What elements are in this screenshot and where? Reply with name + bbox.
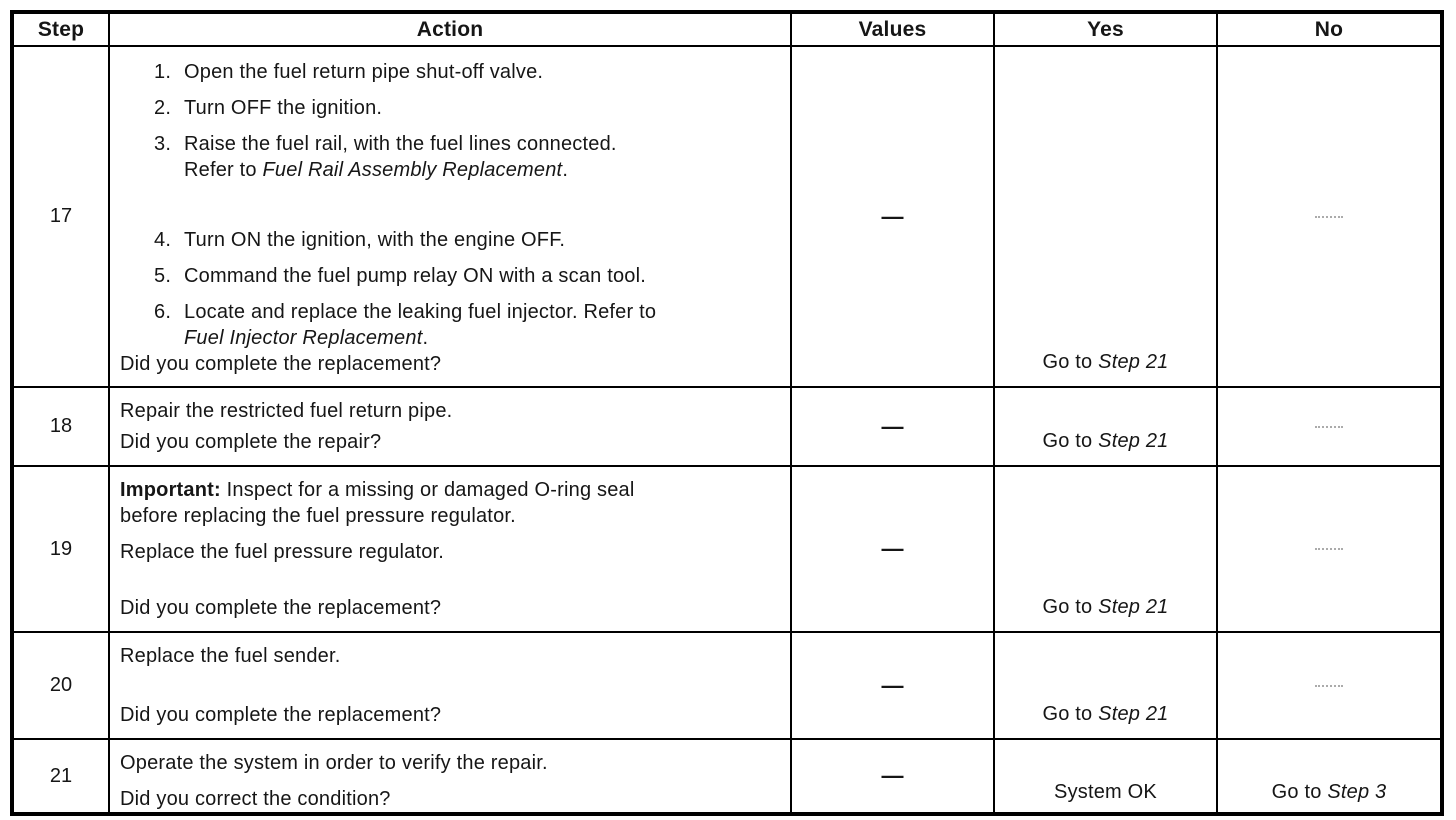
header-yes-label: Yes	[1087, 17, 1124, 41]
faint-dash-artifact	[1315, 548, 1343, 550]
faint-dash-artifact	[1315, 426, 1343, 428]
action-cell-18	[110, 388, 792, 467]
step-reference: Step 21	[1098, 703, 1169, 725]
values-cell-17	[792, 47, 995, 388]
yes-cell-21	[995, 740, 1218, 812]
action-text: Operate the system in order to verify the repair.	[120, 752, 548, 774]
em-dash: —	[881, 413, 904, 439]
manual-reference: Fuel Rail Assembly Replacement	[262, 159, 563, 181]
system-ok-text: System OK	[1054, 781, 1157, 803]
question-text: Did you complete the repair?	[120, 431, 382, 453]
step-reference: Step 21	[1098, 430, 1169, 452]
step-reference: Step 3	[1327, 781, 1387, 803]
action-cell-17	[110, 47, 792, 388]
action-cell-20	[110, 633, 792, 740]
yes-cell-18: Go to Step 21	[995, 388, 1218, 467]
action-item-2: 2. Turn OFF the ignition.	[154, 97, 383, 119]
header-cell-yes	[995, 14, 1218, 47]
faint-dash-artifact	[1315, 216, 1343, 218]
yes-cell-17: Go to Step 21	[995, 47, 1218, 388]
values-cell-19	[792, 467, 995, 633]
values-cell-18	[792, 388, 995, 467]
yes-cell-19: Go to Step 21	[995, 467, 1218, 633]
step-number-21: 21	[14, 740, 110, 812]
question-text: Did you complete the replacement?	[120, 704, 442, 726]
action-item-5: 5. Command the fuel pump relay ON with a scan tool.	[154, 265, 647, 287]
action-item-3: 3. Raise the fuel rail, with the fuel lines connected. Refer to Fuel Rail Assembly Replacement.	[154, 133, 617, 181]
no-cell-21: Go to Step 3	[1271, 781, 1387, 803]
header-cell-no	[1218, 14, 1440, 47]
values-cell-20	[792, 633, 995, 740]
step-number-20: 20	[14, 633, 110, 740]
em-dash: —	[881, 672, 904, 698]
important-note: Important: Inspect for a missing or damaged O-ring seal before replacing the fuel pressure regulator.	[120, 479, 635, 527]
no-cell-19	[1218, 467, 1440, 633]
question-text: Did you complete the replacement?	[120, 597, 442, 619]
header-cell-values	[792, 14, 995, 47]
header-step-label: Step	[37, 17, 85, 41]
step-number-18: 18	[14, 388, 110, 467]
step-number-19: 19	[14, 467, 110, 633]
action-cell-21	[110, 740, 792, 812]
no-cell-17	[1218, 47, 1440, 388]
action-text: Repair the restricted fuel return pipe.	[120, 400, 453, 422]
important-label: Important:	[120, 479, 221, 501]
action-text: Replace the fuel sender.	[120, 645, 341, 667]
step-reference: Step 21	[1098, 596, 1169, 618]
step-reference: Step 21	[1098, 351, 1169, 373]
header-cell-action	[110, 14, 792, 47]
faint-dash-artifact	[1315, 685, 1343, 687]
header-cell-step	[14, 14, 110, 47]
question-text: Did you complete the replacement?	[120, 353, 442, 375]
manual-reference: Fuel Injector Replacement	[184, 327, 423, 349]
header-no-label: No	[1314, 17, 1344, 41]
no-cell-20	[1218, 633, 1440, 740]
em-dash: —	[881, 536, 904, 561]
action-text: Replace the fuel pressure regulator.	[120, 541, 445, 563]
no-cell-18	[1218, 388, 1440, 467]
header-action-label: Action	[416, 17, 484, 41]
header-values-label: Values	[858, 17, 927, 41]
action-item-1: 1. Open the fuel return pipe shut-off valve.	[154, 61, 544, 83]
step-number-17: 17	[14, 47, 110, 388]
action-item-6: 6. Locate and replace the leaking fuel injector. Refer to Fuel Injector Replacement.	[154, 301, 657, 349]
values-cell-21	[792, 740, 995, 812]
action-item-4: 4. Turn ON the ignition, with the engine OFF.	[154, 229, 566, 251]
question-text: Did you correct the condition?	[120, 788, 391, 810]
diagnostic-table	[10, 10, 1444, 816]
em-dash: —	[881, 763, 904, 788]
action-cell-19	[110, 467, 792, 633]
em-dash: —	[881, 203, 904, 229]
yes-cell-20: Go to Step 21	[995, 633, 1218, 740]
